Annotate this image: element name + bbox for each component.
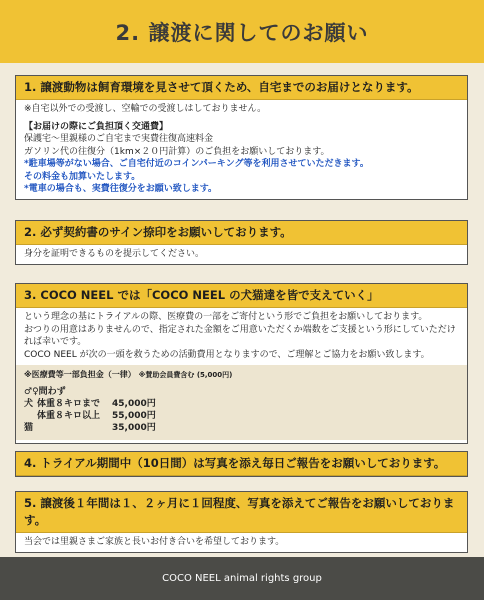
gender-note: ♂♀問わず: [24, 386, 66, 397]
section-4-heading: 4. トライアル期間中（10日間）は写真を添え毎日ご報告をお願いしております。: [16, 452, 467, 476]
section-1-cost-line: ガソリン代の往復分（1km×２０円計算）のご負担をお願いしております。: [24, 146, 330, 157]
section-5-heading: 5. 譲渡後１年間は１、２ヶ月に１回程度、写真を添えてご報告をお願いしております。: [16, 492, 467, 533]
section-3-heading: 3. COCO NEEL では「COCO NEEL の犬猫達を皆で支えていく」: [16, 284, 467, 308]
fee-note-small: ※賛助会員費含む (5,000円): [138, 371, 233, 379]
section-1-cost-line: 保護宅～里親様のご自宅まで実費往復高速料金: [24, 134, 214, 144]
fee-condition: 体重８キロ以上: [37, 410, 101, 421]
fee-amount: 55,000円: [112, 410, 156, 421]
fee-amount: 35,000円: [112, 422, 156, 433]
section-1: [15, 75, 468, 200]
section-5-body: [16, 533, 467, 552]
section-1-blue-line: *電車の場合も、実費往復分をお願い致します。: [24, 184, 217, 194]
fee-row: [24, 422, 160, 434]
fee-area: [16, 365, 467, 440]
section-5: [15, 491, 468, 553]
section-5-text: 当会では里親さまご家族と長いお付き合いを希望しております。: [24, 537, 285, 547]
section-4: [15, 451, 468, 477]
fee-row: [24, 410, 160, 422]
fee-condition: 体重８キロまで: [37, 398, 101, 409]
footer-text: COCO NEEL animal rights group: [162, 573, 322, 584]
section-1-blue-line: その料金も加算いたします。: [24, 171, 141, 182]
fee-species: 犬: [24, 398, 34, 409]
fee-row: [24, 398, 160, 410]
section-3-body: [16, 308, 467, 443]
fee-species: 猫: [24, 422, 34, 433]
section-2-text: 身分を証明できるものを提示してください。: [24, 249, 205, 259]
section-3-line: おつりの用意はありませんので、指定された金額をご用意いただくか端数をご支援という形にしていただければ幸いです。: [24, 324, 456, 347]
section-2-body: [16, 245, 467, 264]
section-1-blue-line: *駐車場等がない場合、ご自宅付近のコインパーキング等を利用させていただきます。: [24, 159, 369, 169]
fee-note-main: ※医療費等一部負担金（一律）: [24, 370, 136, 379]
fee-condition: [37, 422, 104, 434]
section-3-line: COCO NEEL が次の一頭を救うための活動費用となりますので、ご理解とご協力をお願い致します。: [24, 349, 430, 360]
fee-table: [24, 386, 160, 434]
fee-amount: 45,000円: [112, 398, 156, 409]
page-header: [0, 0, 484, 63]
section-2-heading: 2. 必ず契約書のサイン捺印をお願いしております。: [16, 221, 467, 245]
fee-note: [24, 369, 459, 382]
footer: [0, 557, 484, 600]
section-1-note: ※自宅以外での受渡し、空輸での受渡しはしておりません。: [24, 104, 267, 114]
section-3-line: という理念の基にトライアルの際、医療費の一部をご寄付という形でご負担をお願いしております。: [24, 312, 428, 322]
section-1-cost-title: 【お届けの際にご負担頂く交通費】: [24, 121, 169, 132]
page-title: 2. 譲渡に関してのお願い: [115, 20, 369, 45]
section-2: [15, 220, 468, 265]
section-3: [15, 283, 468, 444]
section-1-heading: 1. 譲渡動物は飼育環境を見させて頂くため、自宅までのお届けとなります。: [16, 76, 467, 100]
section-1-body: [16, 100, 467, 199]
fee-species: [24, 410, 37, 422]
